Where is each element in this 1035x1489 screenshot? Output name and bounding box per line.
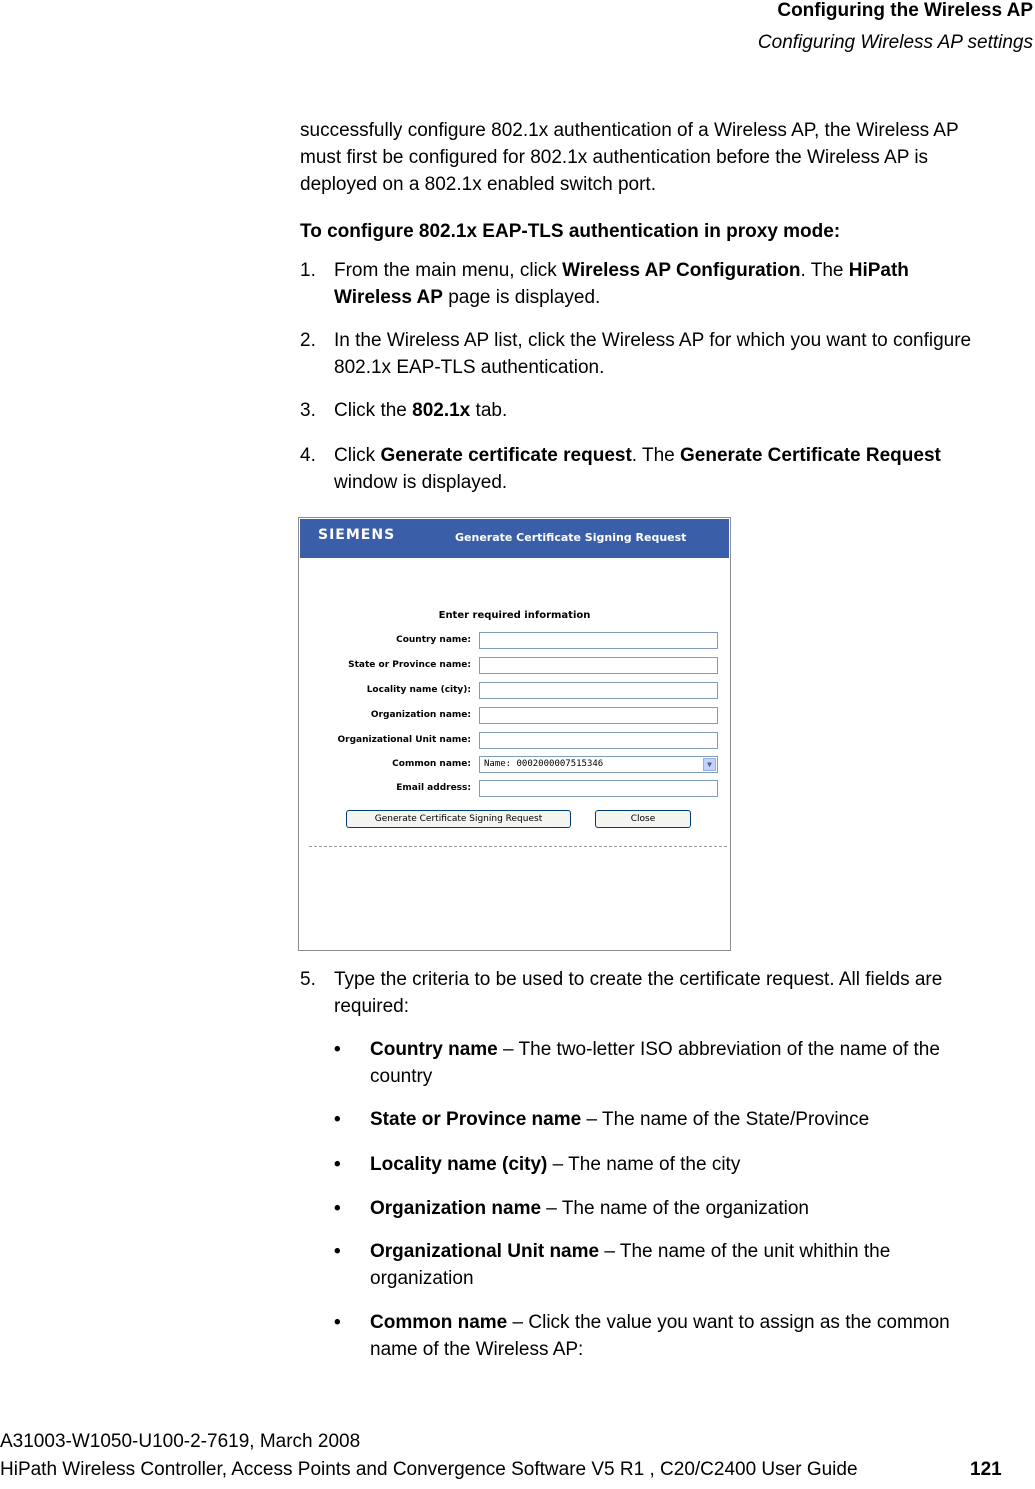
bullet-term: State or Province name	[370, 1109, 582, 1130]
bullet-term: Country name	[370, 1039, 498, 1060]
bullet-desc: – The name of the State/Province	[581, 1109, 870, 1130]
organization-input[interactable]	[479, 707, 718, 724]
step-3-text	[334, 397, 1034, 424]
state-province-input[interactable]	[479, 657, 718, 674]
step-text-part: . The	[800, 260, 849, 281]
intro-line: must first be configured for 802.1x authentication before the Wireless AP is	[300, 147, 929, 168]
bullet-desc: – The name of the city	[547, 1154, 741, 1175]
bullet-icon: •	[334, 1109, 341, 1130]
bullet-icon: •	[334, 1154, 341, 1175]
procedure-heading: To configure 802.1x EAP-TLS authentication in proxy mode:	[300, 221, 841, 242]
page-reference: Wireless AP	[334, 287, 443, 308]
bullet-desc: – The name of the unit whithin the	[599, 1241, 891, 1262]
close-button[interactable]: Close	[595, 810, 691, 828]
step-2-text	[334, 327, 1034, 381]
bullet-locality	[370, 1151, 1030, 1178]
chevron-down-icon[interactable]: ▼	[703, 758, 716, 771]
organization-label: Organization name:	[370, 710, 471, 720]
country-name-label: Country name:	[396, 635, 471, 645]
page-number: 121	[970, 1459, 1002, 1480]
bullet-icon: •	[334, 1312, 341, 1333]
intro-paragraph	[300, 117, 1035, 198]
step-line: In the Wireless AP list, click the Wireless AP for which you want to configure	[334, 330, 972, 351]
common-name-value: Name: 0002000007515346	[484, 759, 604, 769]
country-name-input[interactable]	[479, 632, 718, 649]
step-text-part: Click the	[334, 400, 413, 421]
bullet-organization	[370, 1195, 1030, 1222]
step-number: 2.	[300, 330, 316, 351]
locality-label: Locality name (city):	[366, 685, 471, 695]
step-text-part: . The	[631, 445, 681, 466]
bullet-desc: organization	[370, 1268, 474, 1289]
bullet-desc: – The name of the organization	[541, 1198, 809, 1219]
bullet-desc: – Click the value you want to assign as the common	[507, 1312, 950, 1333]
page-reference: HiPath	[848, 260, 909, 281]
intro-line: deployed on a 802.1x enabled switch port.	[300, 174, 656, 195]
footer-guide-title: HiPath Wireless Controller, Access Points and Convergence Software V5 R1 , C20/C2400 User Guide	[0, 1459, 858, 1480]
org-unit-input[interactable]	[479, 732, 718, 749]
bullet-org-unit	[370, 1238, 1030, 1292]
step-number: 3.	[300, 400, 316, 421]
bullet-country-name	[370, 1036, 1030, 1090]
bullet-state-province	[370, 1106, 1030, 1133]
common-name-label: Common name:	[392, 759, 471, 769]
dialog-title: Generate Certificate Signing Request	[455, 531, 687, 544]
common-name-select[interactable]	[479, 756, 718, 773]
bullet-icon: •	[334, 1198, 341, 1219]
org-unit-label: Organizational Unit name:	[337, 735, 471, 745]
bullet-common-name	[370, 1309, 1030, 1363]
step-line: window is displayed.	[334, 472, 508, 493]
step-line: required:	[334, 996, 409, 1017]
bullet-term: Organization name	[370, 1198, 542, 1219]
bullet-icon: •	[334, 1039, 341, 1060]
form-heading: Enter required information	[438, 610, 591, 621]
bullet-desc: country	[370, 1066, 433, 1087]
step-line: 802.1x EAP-TLS authentication.	[334, 357, 605, 378]
divider	[309, 846, 727, 847]
bullet-icon: •	[334, 1241, 341, 1262]
bullet-term: Locality name (city)	[370, 1154, 548, 1175]
bullet-term: Organizational Unit name	[370, 1241, 600, 1262]
footer-doc-id: A31003-W1050-U100-2-7619, March 2008	[0, 1431, 361, 1452]
button-reference: Generate certificate request	[380, 445, 632, 466]
step-line: Type the criteria to be used to create the certificate request. All fields are	[334, 969, 943, 990]
certificate-request-dialog	[298, 517, 731, 951]
tab-reference: 802.1x	[412, 400, 471, 421]
bullet-desc: name of the Wireless AP:	[370, 1339, 584, 1360]
dialog-title-bar	[300, 519, 729, 558]
running-header-subtitle: Configuring Wireless AP settings	[757, 32, 1033, 53]
generate-csr-button[interactable]: Generate Certificate Signing Request	[346, 810, 571, 828]
step-4-text	[334, 442, 1034, 496]
step-text-part: From the main menu, click	[334, 260, 563, 281]
step-text-part: Click	[334, 445, 381, 466]
locality-input[interactable]	[479, 682, 718, 699]
siemens-logo: SIEMENS	[318, 527, 396, 543]
menu-reference: Wireless AP Configuration	[562, 260, 801, 281]
running-header-title: Configuring the Wireless AP	[777, 0, 1033, 21]
window-reference: Generate Certificate Request	[680, 445, 941, 466]
step-text-part: tab.	[470, 400, 508, 421]
step-number: 1.	[300, 260, 316, 281]
bullet-desc: – The two-letter ISO abbreviation of the name of the	[497, 1039, 940, 1060]
step-number: 5.	[300, 969, 316, 990]
email-label: Email address:	[396, 783, 471, 793]
step-1-text	[334, 257, 1034, 311]
bullet-term: Common name	[370, 1312, 508, 1333]
step-text-part: page is displayed.	[442, 287, 601, 308]
step-5-text	[334, 966, 1034, 1020]
step-number: 4.	[300, 445, 316, 466]
email-input[interactable]	[479, 780, 718, 797]
state-province-label: State or Province name:	[348, 660, 471, 670]
intro-line: successfully configure 802.1x authentication of a Wireless AP, the Wireless AP	[300, 120, 959, 141]
